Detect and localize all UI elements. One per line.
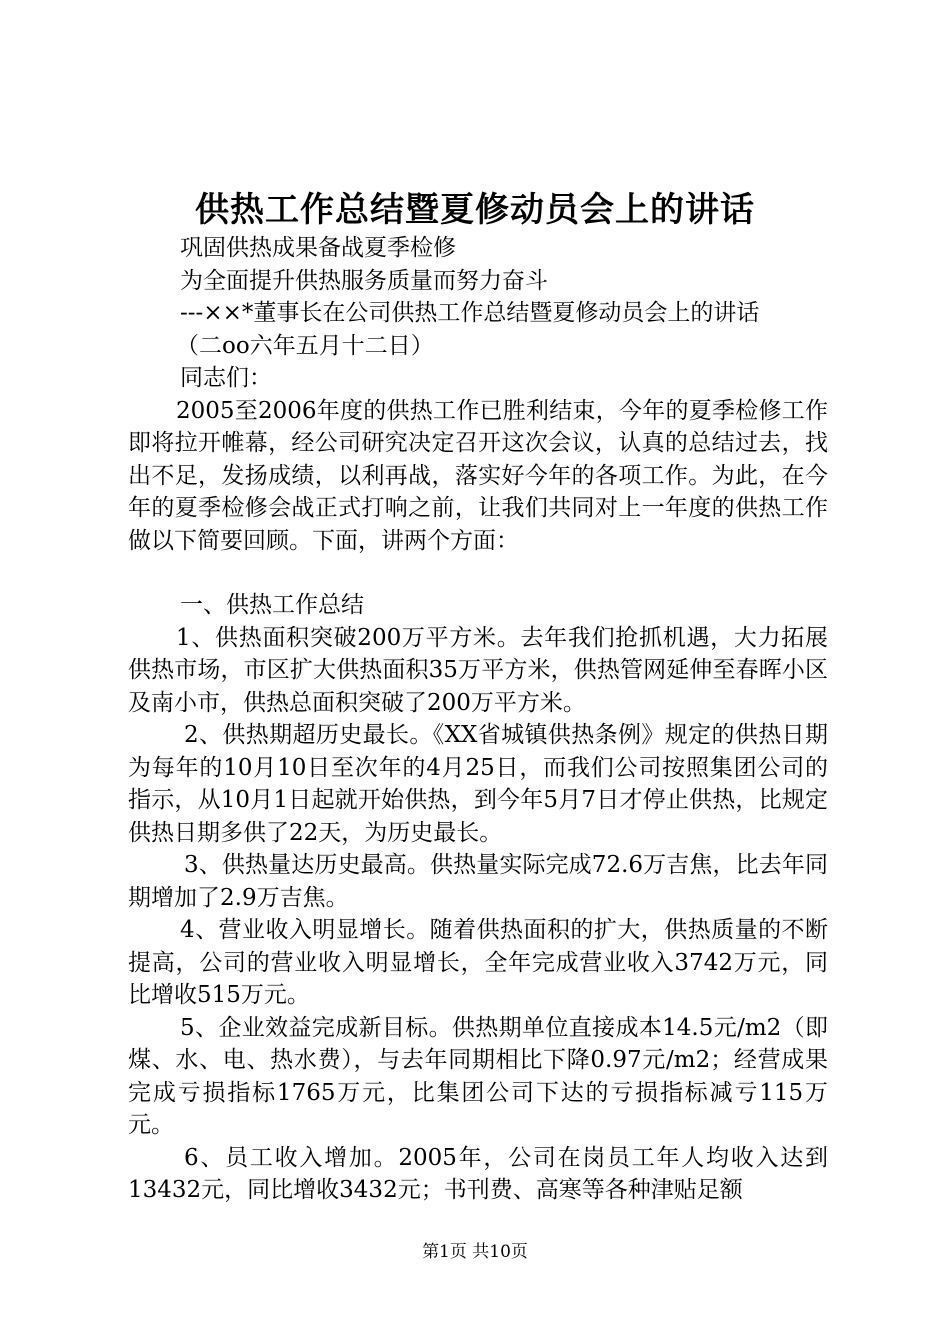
- body-paragraph: 3、供热量达历史最高。供热量实际完成72.6万吉焦，比去年同期增加了2.9万吉焦。: [128, 852, 828, 911]
- salutation: 同志们：: [180, 365, 272, 391]
- subtitle-line-1: 巩固供热成果备战夏季检修: [180, 235, 456, 261]
- body-paragraph: 6、员工收入增加。2005年，公司在岗员工年人均收入达到13432元，同比增收3432元；书刊费、高寒等各种津贴足额: [128, 1144, 828, 1203]
- body-paragraph: 1、供热面积突破200万平方米。去年我们抢抓机遇，大力拓展供热市场，市区扩大供热面积35万平方米，供热管网延伸至春晖小区及南小市，供热总面积突破了200万平方米。: [128, 624, 828, 716]
- body-paragraph: 5、企业效益完成新目标。供热期单位直接成本14.5元/m2（即煤、水、电、热水费），与去年同期相比下降0.97元/m2；经营成果完成亏损指标1765万元，比集团公司下达的亏损指标减亏115万元。: [128, 1014, 828, 1138]
- date-line: （二oo六年五月十二日）: [176, 332, 434, 359]
- body-paragraph: 2、供热期超历史最长。《XX省城镇供热条例》规定的供热日期为每年的10月10日至次年的4月25日，而我们公司按照集团公司的指示，从10月1日起就开始供热，到今年5月7日才停止供热，比规定供热日期多供了22天，为历史最长。: [128, 722, 828, 846]
- body-paragraph: 4、营业收入明显增长。随着供热面积的扩大，供热质量的不断提高，公司的营业收入明显增长，全年完成营业收入3742万元，同比增收515万元。: [128, 917, 828, 1008]
- page-number: 第1页 共10页: [422, 1242, 528, 1262]
- document-body: [128, 232, 828, 1207]
- paragraph-gap: [128, 557, 828, 589]
- intro-paragraph: 2005至2006年度的供热工作已胜利结束，今年的夏季检修工作即将拉开帷幕，经公司研究决定召开这次会议，认真的总结过去，找出不足，发扬成绩，以利再战，落实好今年的各项工作。为此，在今年的夏季检修会战正式打响之前，让我们共同对上一年度的供热工作做以下简要回顾。下面，讲两个方面：: [128, 397, 828, 554]
- section-heading: 一、供热工作总结: [180, 592, 364, 618]
- subtitle-line-2: 为全面提升供热服务质量而努力奋斗: [180, 267, 548, 294]
- speaker-line: ---××*董事长在公司供热工作总结暨夏修动员会上的讲话: [180, 300, 760, 326]
- document-title: 供热工作总结暨夏修动员会上的讲话: [195, 190, 755, 230]
